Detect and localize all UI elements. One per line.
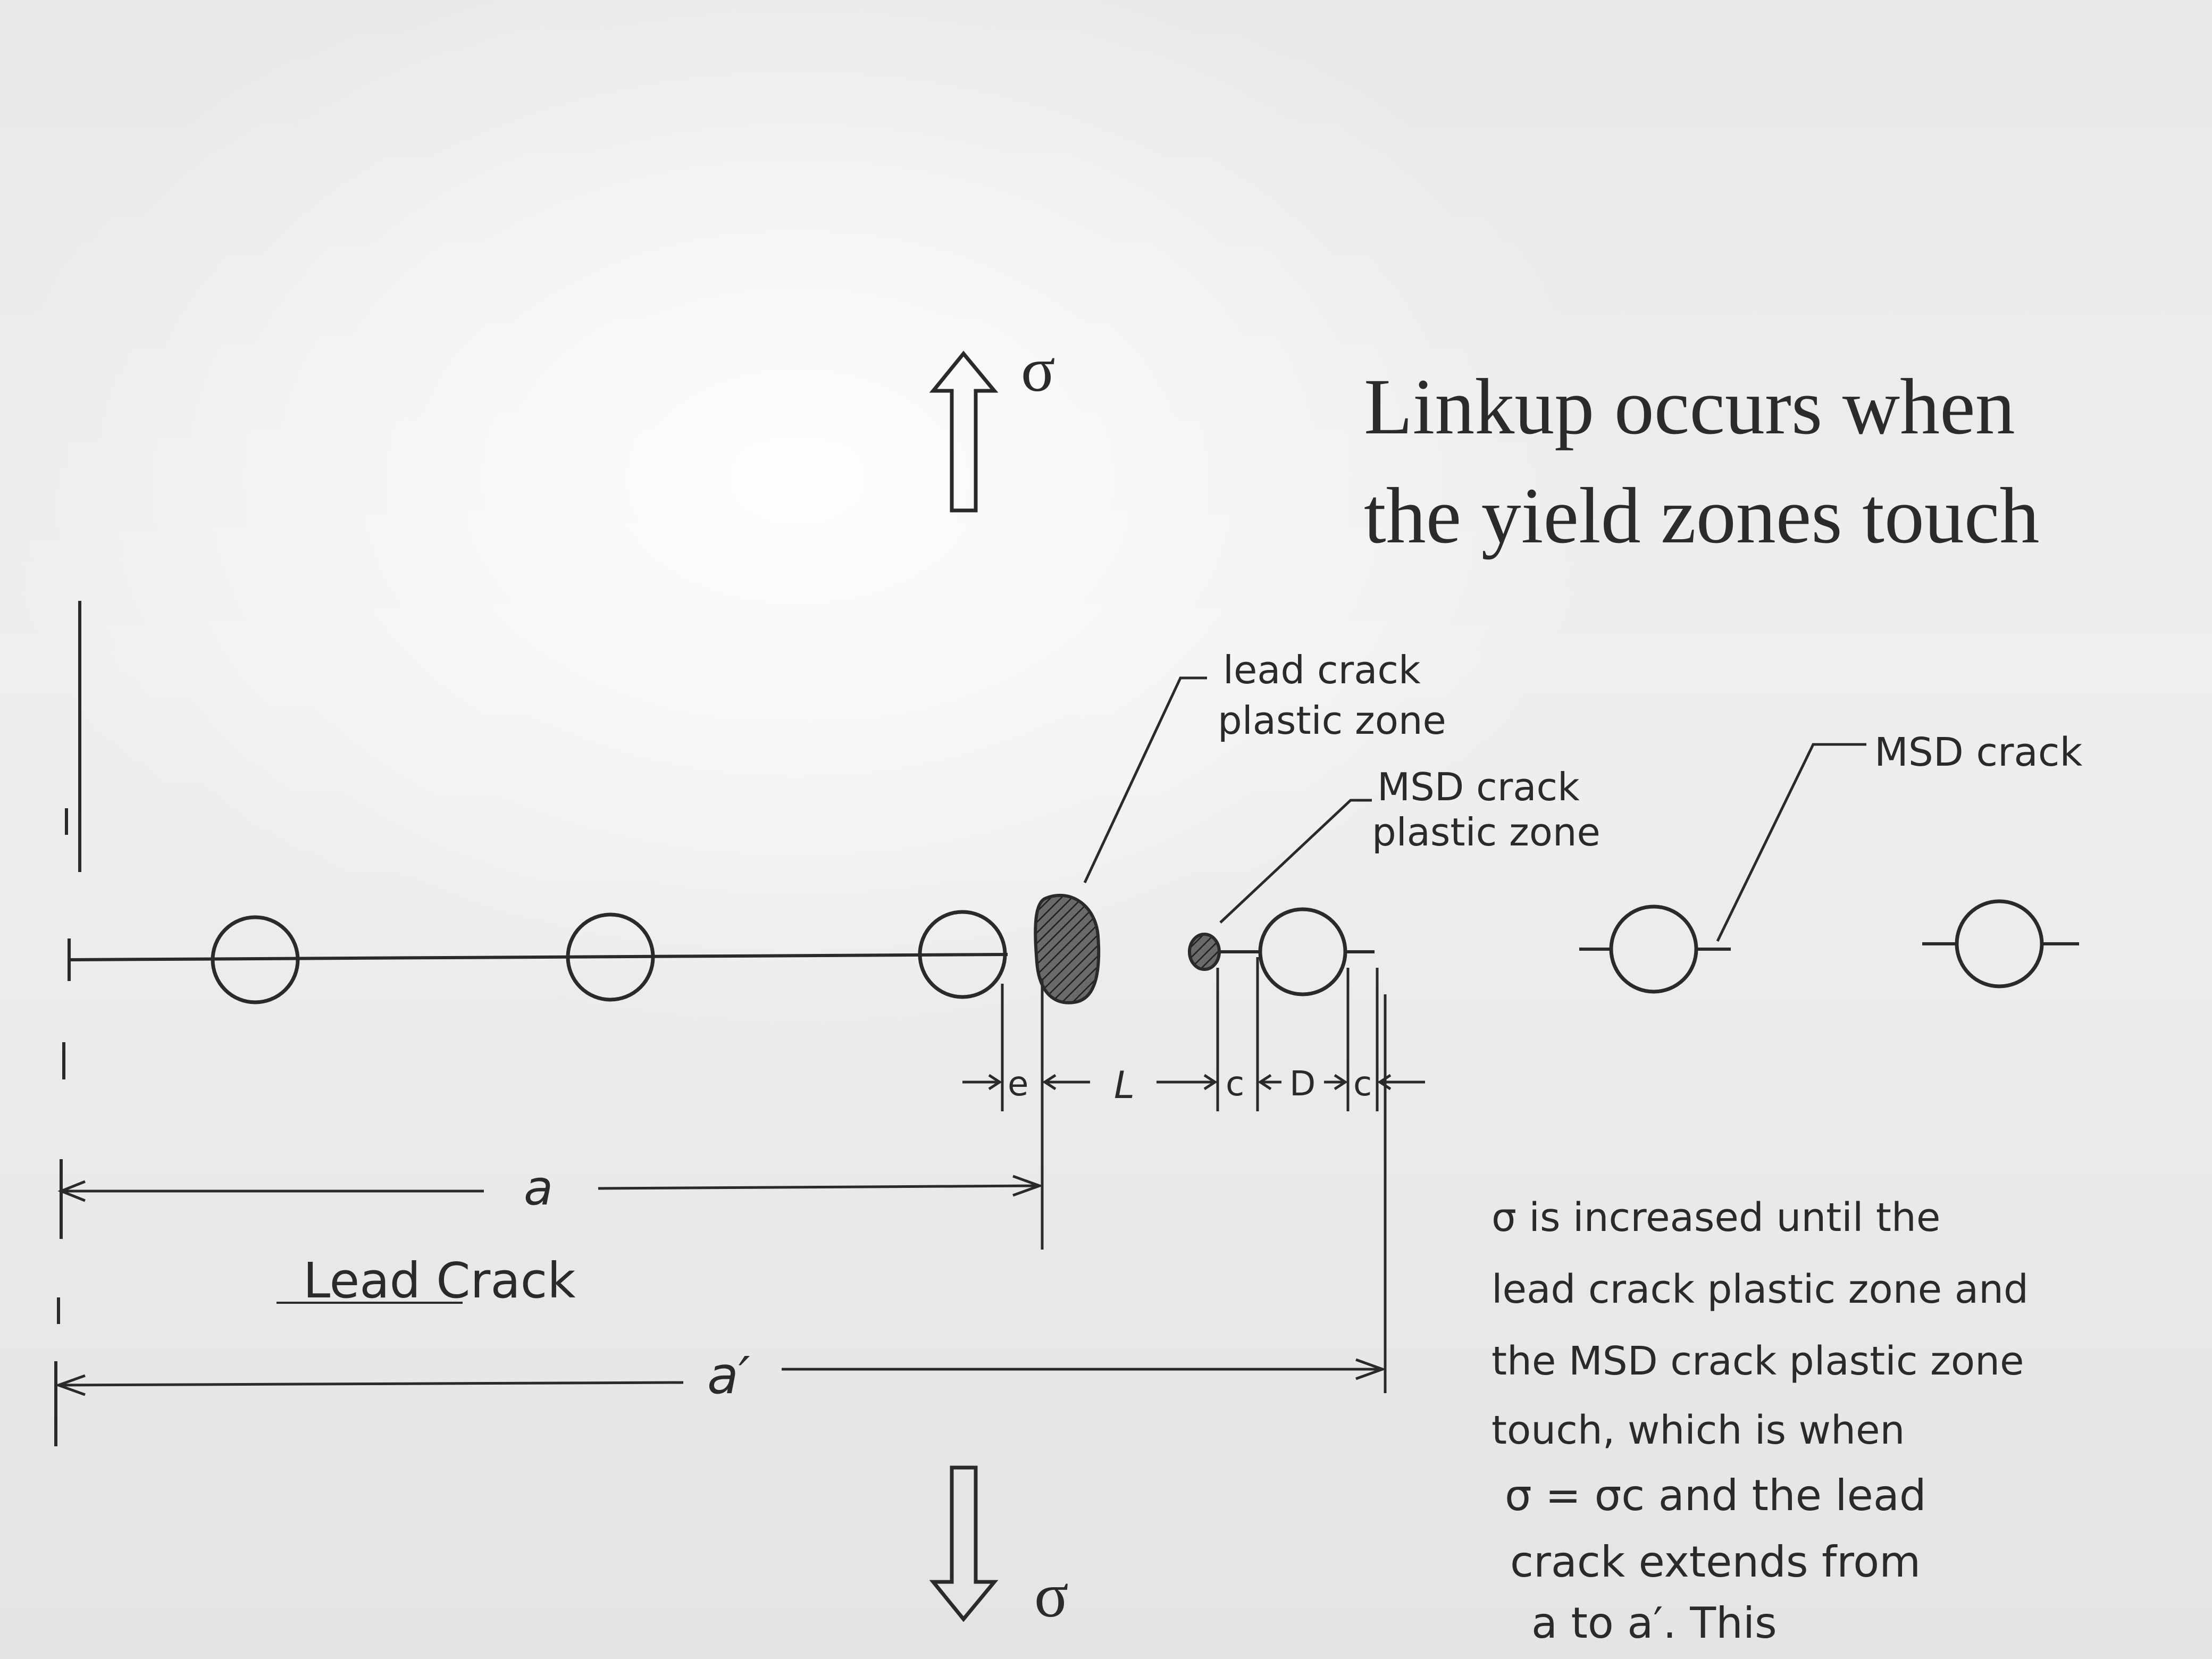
lead-crack-line [69, 954, 1008, 960]
leader-lead-plastic [1085, 678, 1207, 883]
leader-msd-crack [1717, 744, 1866, 941]
dim-L: L [1114, 1063, 1135, 1107]
msd-rivet-hole [1611, 907, 1696, 992]
title-line-1: Linkup occurs when [1364, 363, 2015, 451]
leader-msd-plastic [1220, 800, 1372, 923]
dim-a: a [524, 1160, 554, 1216]
note-line: a to a′. This [1531, 1598, 1777, 1648]
lead-crack-plastic-zone [1035, 895, 1099, 1003]
label-msd-crack-plastic: MSD crack [1377, 765, 1580, 809]
dim-D: D [1289, 1065, 1316, 1104]
label-msd-plastic-zone: plastic zone [1372, 810, 1601, 854]
dim-a-prime: a′ [707, 1346, 750, 1405]
sigma-top-label: σ [1021, 334, 1055, 405]
sigma-bottom-label: σ [1034, 1560, 1069, 1630]
note-line: σ is increased until the [1492, 1195, 1941, 1241]
msd-rivet-hole [1260, 909, 1345, 994]
handwritten-notes [1492, 1195, 2029, 1648]
dim-c-1: c [1226, 1065, 1245, 1104]
note-line: lead crack plastic zone and [1492, 1267, 2029, 1312]
msd-crack-plastic-zone [1189, 934, 1219, 969]
note-line: σ = σc and the lead [1505, 1471, 1926, 1520]
label-lead-crack: lead crack [1223, 648, 1421, 692]
sigma-up-arrow [933, 354, 994, 510]
dim-c-2: c [1353, 1065, 1372, 1104]
lead-crack-label: Lead Crack [303, 1252, 576, 1309]
label-msd-crack: MSD crack [1874, 730, 2083, 775]
note-line: crack extends from [1510, 1537, 1921, 1587]
title-line-2: the yield zones touch [1364, 472, 2040, 560]
dim-e: e [1008, 1065, 1029, 1104]
label-plastic-zone: plastic zone [1218, 698, 1446, 743]
sigma-down-arrow [933, 1468, 994, 1619]
note-line: the MSD crack plastic zone [1492, 1338, 2024, 1384]
note-line: touch, which is when [1492, 1407, 1905, 1453]
msd-rivet-hole [1957, 901, 2042, 986]
